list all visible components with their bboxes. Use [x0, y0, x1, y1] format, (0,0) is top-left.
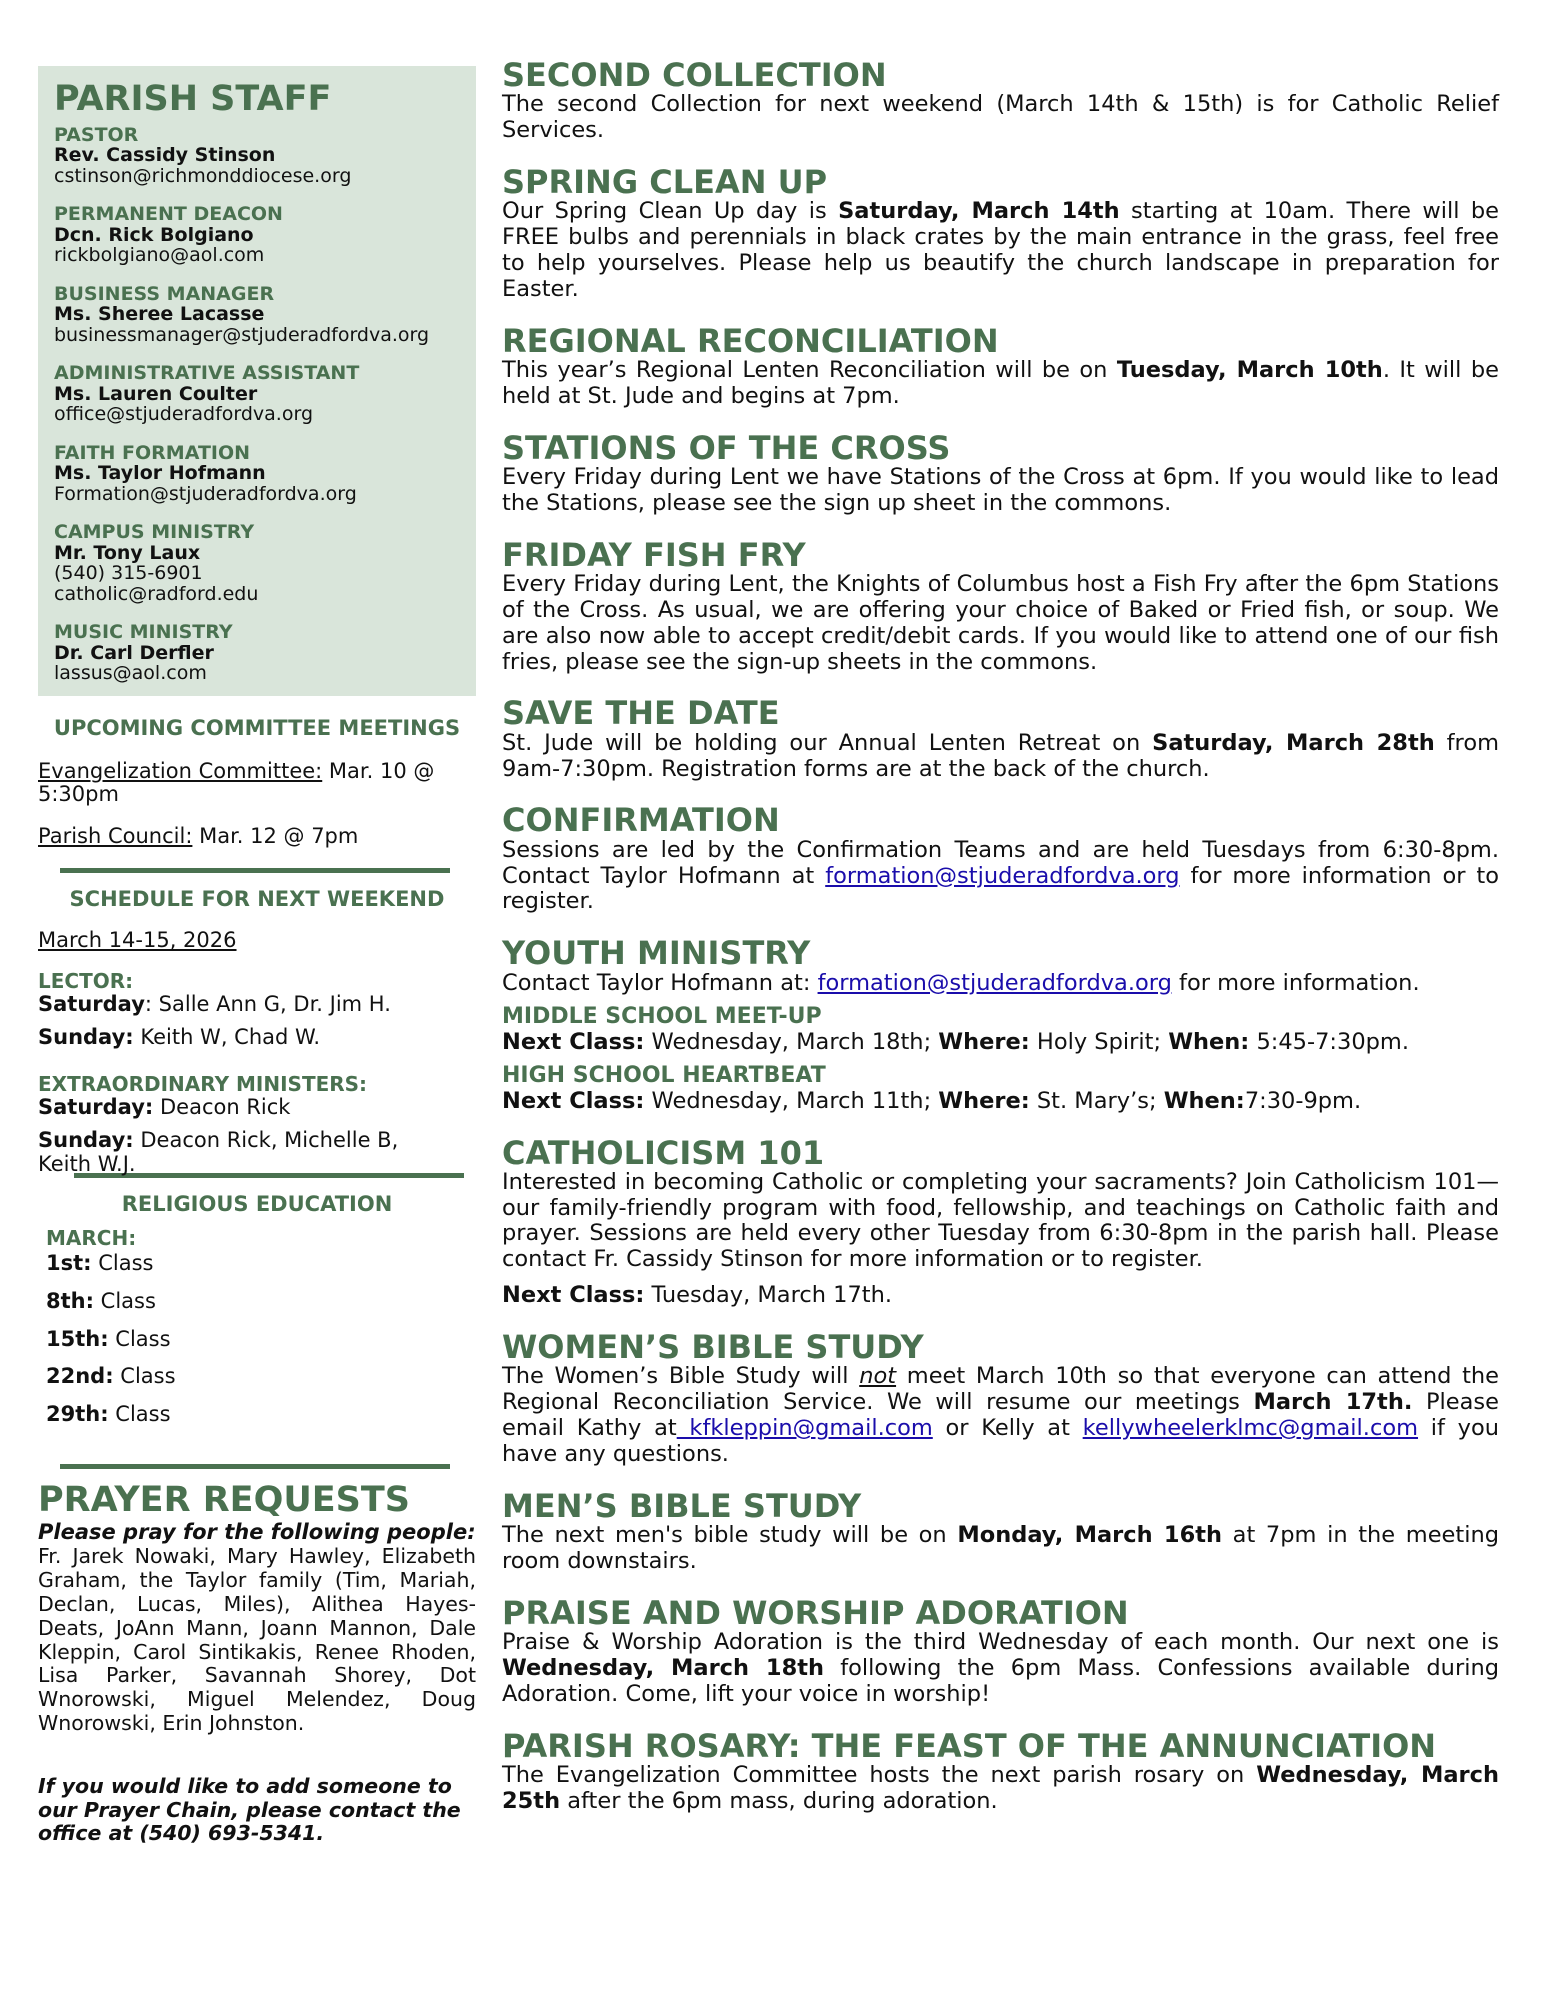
- meeting-item: [38, 760, 438, 807]
- email-link[interactable]: formation@stjuderadfordva.org: [817, 969, 1172, 996]
- section-text: Every Friday during Lent we have Stations of the Cross at 6pm. If you would like to lead the Stations, please see the sign up sheet in the commons.: [502, 463, 1499, 516]
- staff-contact: rickbolgiano@aol.com: [54, 244, 265, 267]
- section-text: The Women’s Bible Study will not meet March 10th so that everyone can attend the Regional Reconciliation Service. We will resume our meetings March 17th. Please email Kathy at kfkleppin@gmail.com or Kelly at kellywheelerklmc@gmail.com if you have any questions.: [502, 1363, 1500, 1467]
- section-text: St. Jude will be holding our Annual Lenten Retreat on Saturday, March 28th from 9am-7:30pm. Registration forms are at the back of the church.: [502, 729, 1499, 782]
- meeting-label: Evangelization Committee:: [38, 758, 323, 783]
- section-parish-rosary-the-feast-of-the-annunciation: [502, 1726, 1499, 1815]
- section-friday-fish-fry: [502, 535, 1499, 676]
- staff-name: Ms. Sheree Lacasse: [54, 303, 265, 326]
- section-title: YOUTH MINISTRY: [502, 934, 811, 973]
- staff-entry-administrative-assistant: [54, 363, 460, 425]
- staff-role: PERMANENT DEACON: [54, 203, 283, 226]
- staff-entry-business-manager: [54, 284, 460, 346]
- section-text: This year’s Regional Lenten Reconciliation will be on Tuesday, March 10th. It will be held at St. Jude and begins at 7pm.: [502, 356, 1499, 409]
- prayer-names: Fr. Jarek Nowaki, Mary Hawley, Elizabeth Graham, the Taylor family (Tim, Mariah, Declan, Lucas, Miles), Alithea Hayes-Deats, JoAnn Mann, Joann Mannon, Dale Kleppin, Carol Sintikakis, Renee Rhoden, Lisa Parker, Savannah Shorey, Dot Wnorowski, Miguel Melendez, Doug Wnorowski, Erin Johnston.: [38, 1543, 476, 1736]
- staff-contact: office@stjuderadfordva.org: [54, 403, 314, 426]
- section-text: Next Class: Wednesday, March 18th; Where: Holy Spirit; When: 5:45-7:30pm.: [502, 1028, 1409, 1055]
- religious-ed-month: MARCH:: [46, 1226, 137, 1251]
- section-title: MEN’S BIBLE STUDY: [502, 1486, 862, 1525]
- staff-contact: lassus@aol.com: [54, 662, 207, 685]
- meeting-value: Mar. 12 @ 7pm: [192, 823, 359, 848]
- email-link[interactable]: kellywheelerklmc@gmail.com: [1082, 1415, 1419, 1442]
- staff-role: BUSINESS MANAGER: [54, 282, 275, 305]
- section-text: Sessions are led by the Confirmation Teams and are held Tuesdays from 6:30-8pm. Contact Taylor Hofmann at formation@stjuderadfordva.org for more information or to register.: [502, 836, 1500, 915]
- email-link[interactable]: formation@stjuderadfordva.org: [825, 862, 1180, 889]
- subsection-title: HIGH SCHOOL HEARTBEAT: [502, 1063, 826, 1089]
- section-youth-ministry: [502, 936, 1499, 1114]
- schedule-date: March 14-15, 2026: [38, 928, 237, 953]
- ministers-label: EXTRAORDINARY MINISTERS:: [38, 1071, 368, 1096]
- staff-list: [54, 125, 460, 684]
- section-text: The Evangelization Committee hosts the next parish rosary on Wednesday, March 25th after the 6pm mass, during adoration.: [502, 1761, 1499, 1814]
- prayer-requests-title: PRAYER REQUESTS: [38, 1480, 410, 1521]
- staff-contact: (540) 315-6901: [54, 562, 203, 585]
- prayer-footer: If you would like to add someone to our Prayer Chain, please contact the office at (540) 693-5341.: [38, 1774, 461, 1846]
- religious-ed-item: 29th: Class: [46, 1401, 171, 1426]
- section-title: CATHOLICISM 101: [502, 1133, 825, 1172]
- staff-entry-pastor: [54, 125, 460, 187]
- section-text: Interested in becoming Catholic or completing your sacraments? Join Catholicism 101—our family-friendly program with food, fellowship, and teachings on Catholic faith and prayer. Sessions are held every other Tuesday from 6:30-8pm in the parish hall. Please contact Fr. Cassidy Stinson for more information or to register.: [502, 1168, 1499, 1273]
- section-confirmation: [502, 803, 1499, 915]
- section-title: REGIONAL RECONCILIATION: [502, 321, 999, 360]
- section-title: SECOND COLLECTION: [502, 56, 887, 94]
- section-text: Next Class: Wednesday, March 11th; Where: St. Mary’s; When:7:30-9pm.: [502, 1087, 1362, 1114]
- meetings-title: UPCOMING COMMITTEE MEETINGS: [53, 715, 461, 740]
- religious-ed-item: 22nd: Class: [46, 1364, 176, 1389]
- section-title: SAVE THE DATE: [502, 694, 780, 733]
- staff-role: MUSIC MINISTRY: [54, 621, 233, 644]
- religious-ed-list: [38, 1226, 476, 1426]
- staff-contact: catholic@radford.edu: [54, 582, 259, 605]
- section-second-collection: [502, 58, 1499, 144]
- section-title: WOMEN’S BIBLE STUDY: [502, 1328, 924, 1367]
- lector-saturday: Saturday: Salle Ann G, Dr. Jim H.: [38, 991, 391, 1016]
- staff-name: Rev. Cassidy Stinson: [54, 144, 276, 167]
- bulletin-sections: [502, 58, 1499, 1836]
- left-column: [38, 66, 476, 1846]
- ministers-sunday: Sunday: Deacon Rick, Michelle B, Keith W.J.: [38, 1128, 399, 1176]
- section-title: PRAISE AND WORSHIP ADORATION: [502, 1593, 1129, 1632]
- staff-role: CAMPUS MINISTRY: [54, 521, 255, 544]
- staff-name: Dcn. Rick Bolgiano: [54, 223, 254, 246]
- staff-entry-permanent-deacon: [54, 204, 460, 266]
- religious-ed-item: 1st: Class: [46, 1251, 154, 1276]
- staff-contact: cstinson@richmonddiocese.org: [54, 164, 352, 187]
- section-text: Next Class: Tuesday, March 17th.: [502, 1282, 892, 1309]
- section-stations-of-the-cross: [502, 428, 1499, 517]
- schedule-title: SCHEDULE FOR NEXT WEEKEND: [69, 887, 445, 912]
- section-save-the-date: [502, 696, 1499, 782]
- parish-staff-box: [38, 66, 476, 696]
- section-text: The second Collection for next weekend (March 14th & 15th) is for Catholic Relief Services.: [502, 91, 1499, 144]
- prayer-intro: Please pray for the following people:: [38, 1519, 476, 1544]
- section-title: CONFIRMATION: [502, 801, 780, 840]
- religious-ed-item: 15th: Class: [46, 1326, 171, 1351]
- lector-sunday: Sunday: Keith W, Chad W.: [38, 1025, 321, 1050]
- subsection-title: MIDDLE SCHOOL MEET-UP: [502, 1004, 822, 1030]
- parish-staff-title: PARISH STAFF: [54, 79, 332, 119]
- staff-entry-music-ministry: [54, 622, 460, 684]
- staff-contact: businessmanager@stjuderadfordva.org: [54, 323, 430, 346]
- staff-name: Dr. Carl Derfler: [54, 641, 214, 664]
- section-regional-reconciliation: [502, 321, 1499, 410]
- section-text: Contact Taylor Hofmann at: formation@stjuderadfordva.org for more information.: [502, 969, 1420, 996]
- section-title: STATIONS OF THE CROSS: [502, 428, 951, 467]
- staff-role: PASTOR: [54, 123, 139, 146]
- staff-entry-faith-formation: [54, 443, 460, 505]
- meeting-value: Mar. 10 @ 5:30pm: [38, 758, 435, 807]
- staff-name: Mr. Tony Laux: [54, 541, 201, 564]
- lector-label: LECTOR:: [38, 968, 134, 993]
- section-title: SPRING CLEAN UP: [502, 162, 828, 201]
- section-text: Praise & Worship Adoration is the third Wednesday of each month. Our next one is Wednesday, March 18th following the 6pm Mass. Confessions available during Adoration. Come, lift your voice in worship!: [502, 1629, 1499, 1707]
- section-praise-and-worship-adoration: [502, 1593, 1499, 1708]
- section-title: PARISH ROSARY: THE FEAST OF THE ANNUNCIATION: [502, 1726, 1437, 1765]
- staff-role: ADMINISTRATIVE ASSISTANT: [54, 362, 360, 385]
- meeting-label: Parish Council:: [38, 823, 193, 848]
- staff-name: Ms. Taylor Hofmann: [54, 462, 266, 485]
- section-text: The next men's bible study will be on Monday, March 16th at 7pm in the meeting room downstairs.: [502, 1522, 1499, 1574]
- section-text: Every Friday during Lent, the Knights of Columbus host a Fish Fry after the 6pm Stations of the Cross. As usual, we are offering your choice of Baked or Fried fish, or soup. We are also now able to accept credit/debit cards. If you would like to attend one of our fish fries, please see the sign-up sheets in the commons.: [502, 570, 1499, 675]
- section-women-s-bible-study: [502, 1330, 1499, 1468]
- section-catholicism-101: [502, 1133, 1499, 1310]
- section-text: Our Spring Clean Up day is Saturday, March 14th starting at 10am. There will be FREE bulbs and perennials in black crates by the main entrance in the grass, feel free to help yourselves. Please help us beautify the church landscape in preparation for Easter.: [502, 198, 1499, 302]
- section-spring-clean-up: [502, 162, 1499, 303]
- meeting-item: [38, 825, 476, 849]
- section-men-s-bible-study: [502, 1486, 1499, 1575]
- religious-ed-title: RELIGIOUS EDUCATION: [121, 1192, 393, 1217]
- staff-name: Ms. Lauren Coulter: [54, 382, 258, 405]
- email-link[interactable]: kfkleppin@gmail.com: [676, 1415, 933, 1442]
- staff-contact: Formation@stjuderadfordva.org: [54, 482, 357, 505]
- staff-role: FAITH FORMATION: [54, 441, 251, 464]
- religious-ed-item: 8th: Class: [46, 1289, 156, 1313]
- ministers-saturday: Saturday: Deacon Rick: [38, 1094, 291, 1119]
- section-title: FRIDAY FISH FRY: [502, 535, 806, 574]
- staff-entry-campus-ministry: [54, 522, 460, 604]
